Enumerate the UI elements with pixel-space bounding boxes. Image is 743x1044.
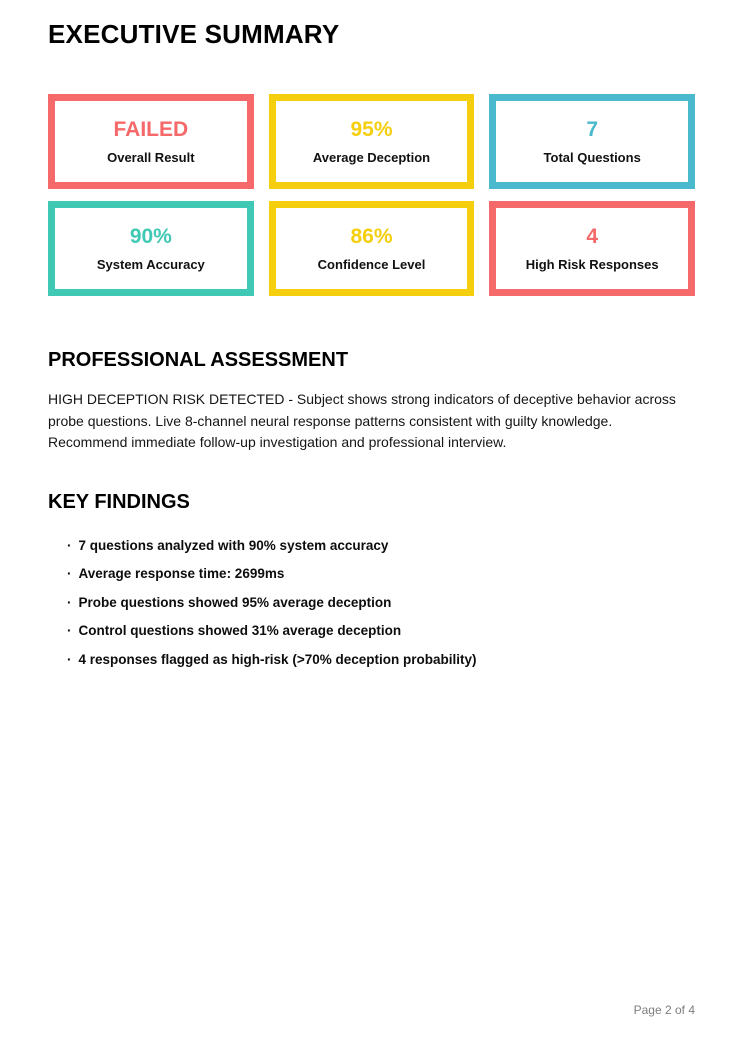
page-number-label: Page 2 of 4	[633, 1003, 695, 1017]
findings-section-heading: KEY FINDINGS	[48, 490, 190, 513]
finding-item: · 7 questions analyzed with 90% system accuracy	[67, 537, 695, 554]
stat-value: FAILED	[113, 117, 189, 141]
assessment-section-heading: PROFESSIONAL ASSESSMENT	[48, 349, 349, 371]
stat-value: 90%	[129, 224, 172, 248]
stat-value: 4	[586, 224, 598, 248]
stat-label: Overall Result	[107, 150, 195, 166]
page-title: EXECUTIVE SUMMARY	[48, 19, 340, 49]
stat-card-overall-result	[48, 94, 254, 189]
finding-item: · Average response time: 2699ms	[67, 565, 695, 582]
finding-item: · 4 responses flagged as high-risk (>70% deception probability)	[67, 651, 695, 668]
findings-list	[48, 537, 695, 668]
finding-item: · Control questions showed 31% average deception	[67, 622, 695, 639]
finding-item: · Probe questions showed 95% average deception	[67, 594, 695, 611]
stat-label: System Accuracy	[96, 257, 205, 273]
stat-label: Total Questions	[543, 150, 641, 166]
stat-card-total-questions	[489, 94, 695, 189]
stat-card-high-risk-responses	[489, 201, 695, 296]
assessment-body-text: HIGH DECEPTION RISK DETECTED - Subject shows strong indicators of deceptive behavior across probe questions. Live 8-channel neural response patterns consistent with guilty knowledge. Recommend immediate follow-up investigation and professional interview.	[48, 391, 676, 450]
stat-value: 7	[586, 117, 598, 141]
stat-label: High Risk Responses	[525, 257, 659, 273]
stat-card-grid	[48, 94, 695, 296]
stat-card-confidence-level	[269, 201, 475, 296]
stat-card-system-accuracy	[48, 201, 254, 296]
stat-value: 95%	[350, 117, 393, 141]
stat-label: Average Deception	[312, 150, 431, 166]
stat-label: Confidence Level	[317, 257, 426, 273]
stat-card-average-deception	[269, 94, 475, 189]
stat-value: 86%	[350, 224, 393, 248]
